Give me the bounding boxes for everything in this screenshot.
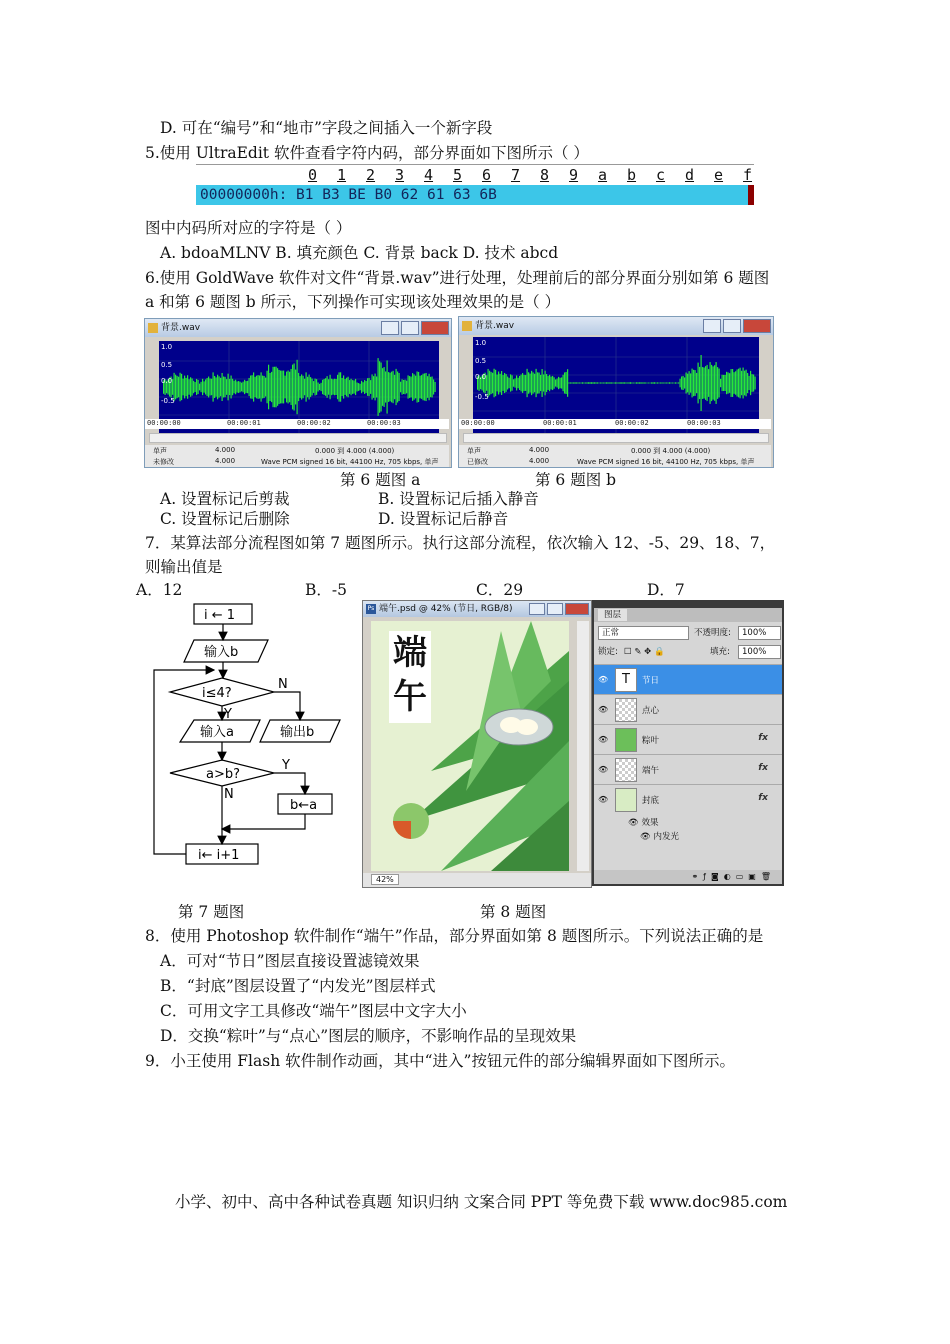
blend-opacity-row xyxy=(594,622,782,642)
y-label: 0.0 xyxy=(475,373,487,381)
document-canvas[interactable] xyxy=(371,621,569,871)
q5-options: A. bdoaMLNV B. 填充颜色 C. 背景 back D. 技术 abcd xyxy=(160,244,559,262)
status-selection: 0.000 到 4.000 (4.000) xyxy=(631,447,711,455)
q7-option-b: B．-5 xyxy=(305,581,347,599)
q8-option-d: D．交换“粽叶”与“点心”图层的顺序，不影响作品的呈现效果 xyxy=(160,1027,577,1045)
goldwave-window-a xyxy=(144,318,452,468)
flow-input-b-text: 输入b xyxy=(204,645,239,660)
q7-option-d: D．7 xyxy=(647,581,685,599)
hex-column-label: 8 xyxy=(540,166,550,184)
layer-name: 封底 xyxy=(642,796,660,806)
q7-option-a: A．12 xyxy=(136,581,183,599)
hex-column-label: f xyxy=(743,166,753,184)
goldwave-app-icon xyxy=(148,323,158,333)
time-label: 00:00:02 xyxy=(297,419,331,427)
hex-column-label: 0 xyxy=(308,166,318,184)
lock-icons[interactable]: ☐ ✎ ✥ 🔒 xyxy=(624,647,665,657)
q5-question: 图中内码所对应的字符是（ ） xyxy=(145,219,352,237)
hex-column-label: c xyxy=(656,166,666,184)
fill-label: 填充: xyxy=(710,647,730,657)
status-length2: 4.000 xyxy=(215,457,236,465)
status-bar xyxy=(145,445,449,467)
status-format: Wave PCM signed 16 bit, 44100 Hz, 705 kbps, 单声 xyxy=(261,458,439,466)
eye-icon[interactable]: 👁 xyxy=(598,675,609,684)
opacity-input[interactable]: 100% xyxy=(738,626,781,640)
q6-option-d: D. 设置标记后静音 xyxy=(378,510,509,528)
layer-thumbnail xyxy=(615,788,637,812)
status-selection: 0.000 到 4.000 (4.000) xyxy=(315,447,395,455)
status-length: 4.000 xyxy=(215,446,236,454)
hex-row-text: 00000000h: B1 B3 BE B0 62 61 63 6B xyxy=(200,187,497,203)
flow-cond2-text: a>b? xyxy=(206,767,241,782)
flow-label-y: Y xyxy=(224,707,232,722)
window-titlebar xyxy=(145,319,451,337)
panel-toolbar-icons[interactable]: ⚭ƒ◙◐▭▣🗑 xyxy=(691,872,776,881)
flow-assign-text: b←a xyxy=(290,798,318,813)
hex-column-label: 1 xyxy=(337,166,347,184)
flow-label-n: N xyxy=(278,677,288,692)
maximize-button[interactable] xyxy=(547,603,563,615)
window-title: 背景.wav xyxy=(161,323,201,333)
figure-caption-6a: 第 6 题图 a xyxy=(340,471,421,489)
time-label: 00:00:03 xyxy=(367,419,401,427)
opacity-label: 不透明度: xyxy=(694,628,731,638)
layer-row[interactable] xyxy=(594,784,782,815)
status-channel: 单声 xyxy=(153,447,167,455)
eye-icon[interactable]: 👁 xyxy=(598,705,609,714)
photoshop-layers-panel xyxy=(592,600,784,886)
q7-stem-line2: 则输出值是 xyxy=(145,558,223,576)
layer-thumbnail xyxy=(615,728,637,752)
goldwave-app-icon xyxy=(462,321,472,331)
q7-stem-line1: 7．某算法部分流程图如第 7 题图所示。执行这部分流程，依次输入 12、-5、29、18、7， xyxy=(145,534,776,552)
hex-column-label: 5 xyxy=(453,166,463,184)
time-label: 00:00:01 xyxy=(227,419,261,427)
hex-column-label: 4 xyxy=(424,166,434,184)
layer-name: 点心 xyxy=(642,706,660,716)
flow-cond1-text: i≤4? xyxy=(202,686,232,701)
y-label: -0.5 xyxy=(475,393,489,401)
flow-init-text: i ← 1 xyxy=(204,608,236,623)
vertical-scrollbar[interactable] xyxy=(577,621,589,871)
layer-name: 节日 xyxy=(642,676,660,686)
layer-row[interactable] xyxy=(594,724,782,755)
flow-label-y2: Y xyxy=(282,758,290,773)
effects-label-text: 效果 xyxy=(641,818,659,828)
layer-row[interactable] xyxy=(594,664,782,695)
fx-icon[interactable]: fx xyxy=(758,733,768,743)
hex-column-label: 3 xyxy=(395,166,405,184)
document-status-bar xyxy=(363,873,591,887)
hex-column-label: 2 xyxy=(366,166,376,184)
close-button[interactable] xyxy=(565,603,589,615)
q9-stem: 9．小王使用 Flash 软件制作动画，其中“进入”按钮元件的部分编辑界面如下图所示。 xyxy=(145,1052,735,1070)
time-label: 00:00:03 xyxy=(687,419,721,427)
hex-column-label: 9 xyxy=(569,166,579,184)
tab-layers[interactable]: 图层 xyxy=(598,609,627,621)
fx-icon[interactable]: fx xyxy=(758,763,768,773)
q6-option-b: B. 设置标记后插入静音 xyxy=(378,490,539,508)
fill-input[interactable]: 100% xyxy=(738,645,781,659)
hex-column-label: b xyxy=(627,166,637,184)
window-title: 背景.wav xyxy=(475,321,515,331)
y-label: -0.5 xyxy=(161,397,175,405)
y-label: 0.5 xyxy=(475,357,487,365)
status-bar xyxy=(459,445,771,467)
status-format: Wave PCM signed 16 bit, 44100 Hz, 705 kbps, 单声 xyxy=(577,458,755,466)
horizontal-scrollbar[interactable] xyxy=(149,433,447,443)
flow-label-n2: N xyxy=(224,787,234,802)
flowchart xyxy=(150,600,360,890)
layer-name: 粽叶 xyxy=(642,736,660,746)
timeline xyxy=(459,419,771,429)
maximize-button[interactable] xyxy=(723,319,741,333)
figure-caption-7: 第 7 题图 xyxy=(178,903,245,921)
photoshop-document-window xyxy=(362,600,592,888)
lock-fill-row xyxy=(594,642,782,662)
eye-icon[interactable]: 👁 xyxy=(598,735,609,744)
layer-thumbnail xyxy=(615,758,637,782)
q6-stem-line2: a 和第 6 题图 b 所示，下列操作可实现该处理效果的是（ ） xyxy=(145,293,561,311)
hex-column-label: d xyxy=(685,166,695,184)
time-label: 00:00:00 xyxy=(461,419,495,427)
flow-incr-text: i← i+1 xyxy=(198,848,240,863)
status-modified: 已修改 xyxy=(467,458,488,466)
q6-stem-line1: 6.使用 GoldWave 软件对文件“背景.wav”进行处理，处理前后的部分界面分别如第 6 题图 xyxy=(145,269,770,287)
time-label: 00:00:02 xyxy=(615,419,649,427)
hex-column-label: a xyxy=(598,166,608,184)
layer-name: 端午 xyxy=(642,766,660,776)
blend-mode-select[interactable]: 正常 xyxy=(598,626,689,640)
flow-output-b-text: 输出b xyxy=(280,725,315,740)
minimize-button[interactable] xyxy=(703,319,721,333)
document-titlebar xyxy=(363,601,591,617)
timeline xyxy=(145,419,449,429)
eye-icon[interactable]: 👁 xyxy=(598,795,609,804)
effect-item[interactable]: 👁 内发光 xyxy=(640,832,680,842)
ultraedit-hex-view xyxy=(196,164,754,206)
minimize-button[interactable] xyxy=(381,321,399,335)
fx-icon[interactable]: fx xyxy=(758,793,768,803)
photoshop-app-icon: Ps xyxy=(367,605,375,612)
hex-column-label: e xyxy=(714,166,724,184)
zoom-field[interactable]: 42% xyxy=(371,874,399,885)
status-length2: 4.000 xyxy=(529,457,550,465)
figure-caption-8: 第 8 题图 xyxy=(480,903,547,921)
canvas-char-1: 端 xyxy=(393,633,427,673)
y-label: 1.0 xyxy=(161,343,173,351)
minimize-button[interactable] xyxy=(529,603,545,615)
panel-tab-row xyxy=(594,608,782,622)
hex-column-label: 7 xyxy=(511,166,521,184)
q6-option-c: C. 设置标记后删除 xyxy=(160,510,290,528)
q7-option-c: C．29 xyxy=(476,581,524,599)
text-layer-thumbnail-icon: T xyxy=(615,668,637,692)
canvas-char-2: 午 xyxy=(393,677,427,717)
status-channel: 单声 xyxy=(467,447,481,455)
window-titlebar xyxy=(459,317,773,335)
layer-thumbnail xyxy=(615,698,637,722)
q4-option-d: D. 可在“编号”和“地市”字段之间插入一个新字段 xyxy=(160,119,493,137)
close-button[interactable] xyxy=(743,319,771,333)
figure-caption-6b: 第 6 题图 b xyxy=(535,471,617,489)
flow-input-a-text: 输入a xyxy=(200,725,234,740)
lock-label: 锁定: xyxy=(598,647,618,657)
layers-panel-toolbar xyxy=(594,870,782,884)
q8-option-b: B．“封底”图层设置了“内发光”图层样式 xyxy=(160,977,436,995)
goldwave-window-b xyxy=(458,316,774,468)
y-label: 0.5 xyxy=(161,361,173,369)
status-modified: 未修改 xyxy=(153,458,174,466)
time-label: 00:00:00 xyxy=(147,419,181,427)
q8-option-a: A．可对“节日”图层直接设置滤镜效果 xyxy=(160,952,420,970)
page-footer: 小学、初中、高中各种试卷真题 知识归纳 文案合同 PPT 等免费下载 www.doc985.com xyxy=(175,1193,788,1211)
status-length: 4.000 xyxy=(529,446,550,454)
y-label: 0.0 xyxy=(161,377,173,385)
close-button[interactable] xyxy=(421,321,449,335)
document-title: 端午.psd @ 42% (节日, RGB/8) xyxy=(379,604,513,614)
layer-row[interactable] xyxy=(594,694,782,725)
q5-stem: 5.使用 UltraEdit 软件查看字符内码，部分界面如下图所示（ ） xyxy=(145,144,589,162)
hex-column-label: 6 xyxy=(482,166,492,184)
layer-row[interactable] xyxy=(594,754,782,785)
q8-option-c: C．可用文字工具修改“端午”图层中文字大小 xyxy=(160,1002,467,1020)
hex-row xyxy=(196,185,754,205)
canvas-title-block xyxy=(389,631,431,723)
y-label: 1.0 xyxy=(475,339,487,347)
hex-column-header xyxy=(196,164,754,185)
eye-icon[interactable]: 👁 xyxy=(598,765,609,774)
maximize-button[interactable] xyxy=(401,321,419,335)
time-label: 00:00:01 xyxy=(543,419,577,427)
effects-label: 👁 效果 xyxy=(628,818,659,828)
horizontal-scrollbar[interactable] xyxy=(463,433,769,443)
effect-item-text: 内发光 xyxy=(653,832,680,842)
q6-option-a: A. 设置标记后剪裁 xyxy=(160,490,290,508)
cursor-mark xyxy=(748,185,754,205)
q8-stem: 8．使用 Photoshop 软件制作“端午”作品，部分界面如第 8 题图所示。下列说法正确的是 xyxy=(145,927,764,945)
